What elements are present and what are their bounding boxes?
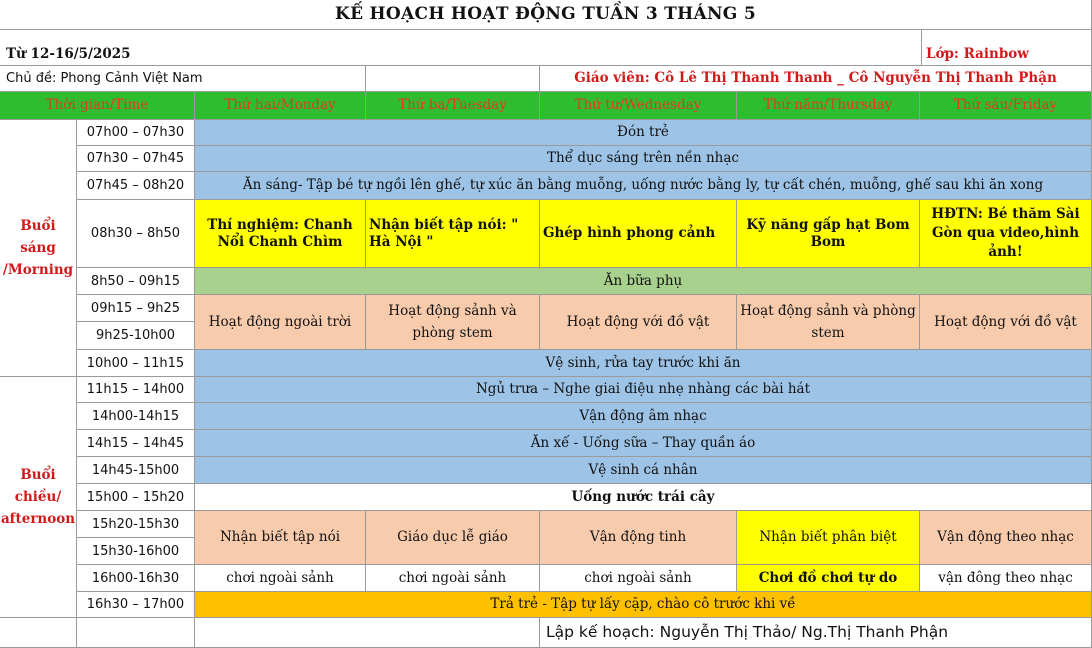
pm-wednesday: Vận động tinh [540,511,737,565]
lesson-thursday: Kỹ năng gấp hạt Bom Bom [737,200,920,268]
play-wednesday: Hoạt động với đồ vật [540,295,737,350]
lesson-monday: Thí nghiệm: Chanh Nổi Chanh Chìm [195,200,366,268]
late-wednesday: chơi ngoài sảnh [540,565,737,592]
activity-snack: Ăn bữa phụ [195,268,1092,295]
pm-thursday: Nhận biết phân biệt [737,511,920,565]
time-slot: 16h00-16h30 [77,565,195,592]
footer-planner: Lập kế hoạch: Nguyễn Thị Thảo/ Ng.Thị Thanh Phận [540,618,1092,648]
time-slot: 8h50 – 09h15 [77,268,195,295]
time-slot: 14h00-14h15 [77,403,195,430]
footer-blank [0,618,77,648]
pm-tuesday: Giáo dục lễ giáo [366,511,540,565]
header-thursday: Thứ năm/Thursday [737,92,920,120]
time-slot: 15h30-16h00 [77,538,195,565]
time-slot: 9h25-10h00 [77,322,195,350]
pm-friday: Vận động theo nhạc [920,511,1092,565]
time-slot: 16h30 – 17h00 [77,592,195,618]
play-friday: Hoạt động với đồ vật [920,295,1092,350]
activity-hygiene: Vệ sinh, rửa tay trước khi ăn [195,350,1092,377]
session-afternoon: Buổi chiều/ afternoon [0,377,77,618]
theme-label: Chủ đề: Phong Cảnh Việt Nam [0,66,366,92]
class-label: Lớp: Rainbow [922,30,1092,66]
time-slot: 07h30 – 07h45 [77,146,195,172]
activity-personal-hygiene: Vệ sinh cá nhân [195,457,1092,484]
header-monday: Thứ hai/Monday [195,92,366,120]
late-thursday: Chơi đồ chơi tự do [737,565,920,592]
session-morning: Buổi sáng /Morning [0,120,77,377]
play-monday: Hoạt động ngoài trời [195,295,366,350]
activity-fruit-juice: Uống nước trái cây [195,484,1092,511]
time-slot: 08h30 – 8h50 [77,200,195,268]
page-title: KẾ HOẠCH HOẠT ĐỘNG TUẦN 3 THÁNG 5 [0,0,1092,30]
late-friday: vận đông theo nhạc [920,565,1092,592]
play-thursday: Hoạt động sảnh và phòng stem [737,295,920,350]
activity-morning-exercise: Thể dục sáng trên nền nhạc [195,146,1092,172]
activity-welcome: Đón trẻ [195,120,1092,146]
activity-pickup: Trả trẻ - Tập tự lấy cặp, chào cô trước khi về [195,592,1092,618]
time-slot: 14h45-15h00 [77,457,195,484]
activity-nap: Ngủ trưa – Nghe giai điệu nhẹ nhàng các bài hát [195,377,1092,403]
header-time: Thời gian/Time [0,92,195,120]
lesson-wednesday: Ghép hình phong cảnh [540,200,737,268]
time-slot: 15h20-15h30 [77,511,195,538]
footer-blank [195,618,540,648]
teachers-label: Giáo viên: Cô Lê Thị Thanh Thanh _ Cô Nguyễn Thị Thanh Phận [540,66,1092,92]
header-tuesday: Thứ ba/Tuesday [366,92,540,120]
time-slot: 07h45 – 08h20 [77,172,195,200]
time-slot: 14h15 – 14h45 [77,430,195,457]
time-slot: 11h15 – 14h00 [77,377,195,403]
time-slot: 10h00 – 11h15 [77,350,195,377]
date-range: Từ 12-16/5/2025 [0,30,922,66]
late-tuesday: chơi ngoài sảnh [366,565,540,592]
footer-blank [77,618,195,648]
late-monday: chơi ngoài sảnh [195,565,366,592]
activity-music-movement: Vận động âm nhạc [195,403,1092,430]
blank-cell [366,66,540,92]
lesson-friday: HĐTN: Bé thăm Sài Gòn qua video,hình ảnh! [920,200,1092,268]
time-slot: 07h00 – 07h30 [77,120,195,146]
header-friday: Thứ sáu/Friday [920,92,1092,120]
play-tuesday: Hoạt động sảnh và phòng stem [366,295,540,350]
time-slot: 09h15 – 9h25 [77,295,195,322]
time-slot: 15h00 – 15h20 [77,484,195,511]
pm-monday: Nhận biết tập nói [195,511,366,565]
activity-afternoon-snack: Ăn xế - Uống sữa – Thay quần áo [195,430,1092,457]
lesson-tuesday: Nhận biết tập nói: " Hà Nội " [366,200,540,268]
activity-breakfast: Ăn sáng- Tập bé tự ngồi lên ghế, tự xúc ăn bằng muỗng, uống nước bằng ly, tự cất chén, muỗng, ghế sau khi ăn xong [195,172,1092,200]
header-wednesday: Thứ tư/Wednesday [540,92,737,120]
